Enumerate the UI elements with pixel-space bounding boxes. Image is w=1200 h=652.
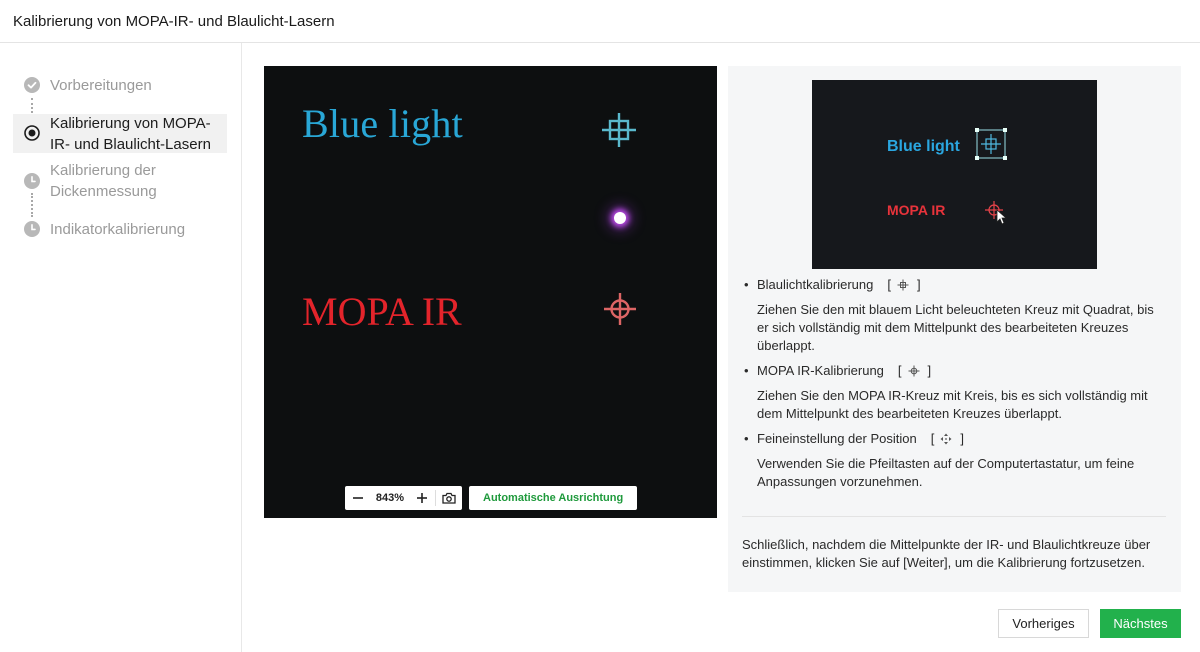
zoom-control [345, 486, 462, 510]
step-label: Kalibrierung der Dickenmessung [50, 162, 157, 200]
step-label: Vorbereitungen [50, 77, 152, 94]
camera-toolbar [345, 486, 637, 510]
instruction-text: Ziehen Sie den mit blauem Licht beleuchteten Kreuz mit Quadrat, bis er sich vollständig mit dem Mittelpunkt des bearbeiteten Kreuzes überlappt. [757, 302, 1154, 353]
step-label: Kalibrierung von MOPA-IR- und Blaulicht-Lasern [50, 115, 211, 153]
instruction-text: Verwenden Sie die Pfeiltasten auf der Computertastatur, um feine Anpassungen vorzunehmen. [757, 456, 1135, 489]
window-title-bar [0, 0, 1200, 43]
check-circle-icon [24, 77, 40, 93]
previous-button[interactable]: Vorheriges [998, 609, 1089, 638]
instruction-title: Blaulichtkalibrierung [757, 277, 874, 292]
preview-mopa-crosshair-icon [984, 200, 1010, 226]
radio-selected-icon [24, 125, 40, 141]
bullet: • [744, 363, 749, 378]
screenshot-button[interactable] [436, 486, 462, 510]
preview-blue-crosshair-icon [974, 127, 1008, 161]
window-title: Kalibrierung von MOPA-IR- und Blaulicht-Lasern [13, 12, 335, 30]
preview-image [812, 80, 1097, 269]
step-thickness-calibration[interactable] [13, 160, 227, 204]
step-connector [31, 193, 33, 217]
preview-mopa-ir-text: MOPA IR [887, 202, 946, 218]
arrows-move-icon [940, 433, 952, 445]
zoom-out-button[interactable] [345, 486, 371, 510]
step-label: Indikatorkalibrierung [50, 221, 186, 238]
plus-icon [416, 492, 428, 504]
preview-blue-light-text: Blue light [887, 138, 960, 155]
crosshair-circle-icon [908, 365, 920, 377]
step-indicator-calibration[interactable] [13, 218, 227, 244]
clock-icon [24, 173, 40, 189]
camera-icon [442, 492, 456, 504]
minus-icon [352, 492, 364, 504]
mopa-ir-crosshair[interactable] [602, 291, 638, 327]
step-preparations[interactable] [13, 72, 227, 98]
crosshair-square-icon [897, 279, 909, 291]
instruction-text: Ziehen Sie den MOPA IR-Kreuz mit Kreis, bis es sich vollständig mit dem Mittelpunkt des bearbeiteten Kreuzes überlappt. [757, 388, 1148, 421]
step-mopa-blue-calibration[interactable] [13, 114, 227, 153]
instruction-heading [757, 276, 927, 294]
step-connector [31, 98, 33, 113]
bracketed-icon: [ ] [930, 431, 964, 446]
camera-mopa-ir-text: MOPA IR [302, 289, 462, 334]
instruction-title: Feineinstellung der Position [757, 431, 917, 446]
final-note: Schließlich, nachdem die Mittelpunkte der IR- und Blaulichtkreuze über einstimmen, klicken Sie auf [Weiter], um die Kalibrierung fortzusetzen. [742, 537, 1151, 570]
zoom-in-button[interactable] [409, 486, 435, 510]
bullet: • [744, 277, 749, 292]
instructions-panel [728, 66, 1181, 592]
camera-view[interactable] [264, 66, 717, 518]
clock-icon [24, 221, 40, 237]
camera-blue-light-text: Blue light [302, 101, 463, 146]
laser-dot [614, 212, 626, 224]
panel-divider [742, 516, 1166, 517]
instruction-heading [757, 362, 937, 380]
bracketed-icon: [ ] [887, 277, 921, 292]
step-sidebar [0, 43, 242, 652]
instruction-heading [757, 430, 970, 448]
instruction-title: MOPA IR-Kalibrierung [757, 363, 884, 378]
blue-light-crosshair[interactable] [600, 111, 638, 149]
auto-align-button[interactable]: Automatische Ausrichtung [469, 486, 637, 510]
next-button[interactable]: Nächstes [1100, 609, 1181, 638]
zoom-level: 843% [375, 492, 405, 504]
bracketed-icon: [ ] [897, 363, 932, 378]
bullet: • [744, 431, 749, 446]
